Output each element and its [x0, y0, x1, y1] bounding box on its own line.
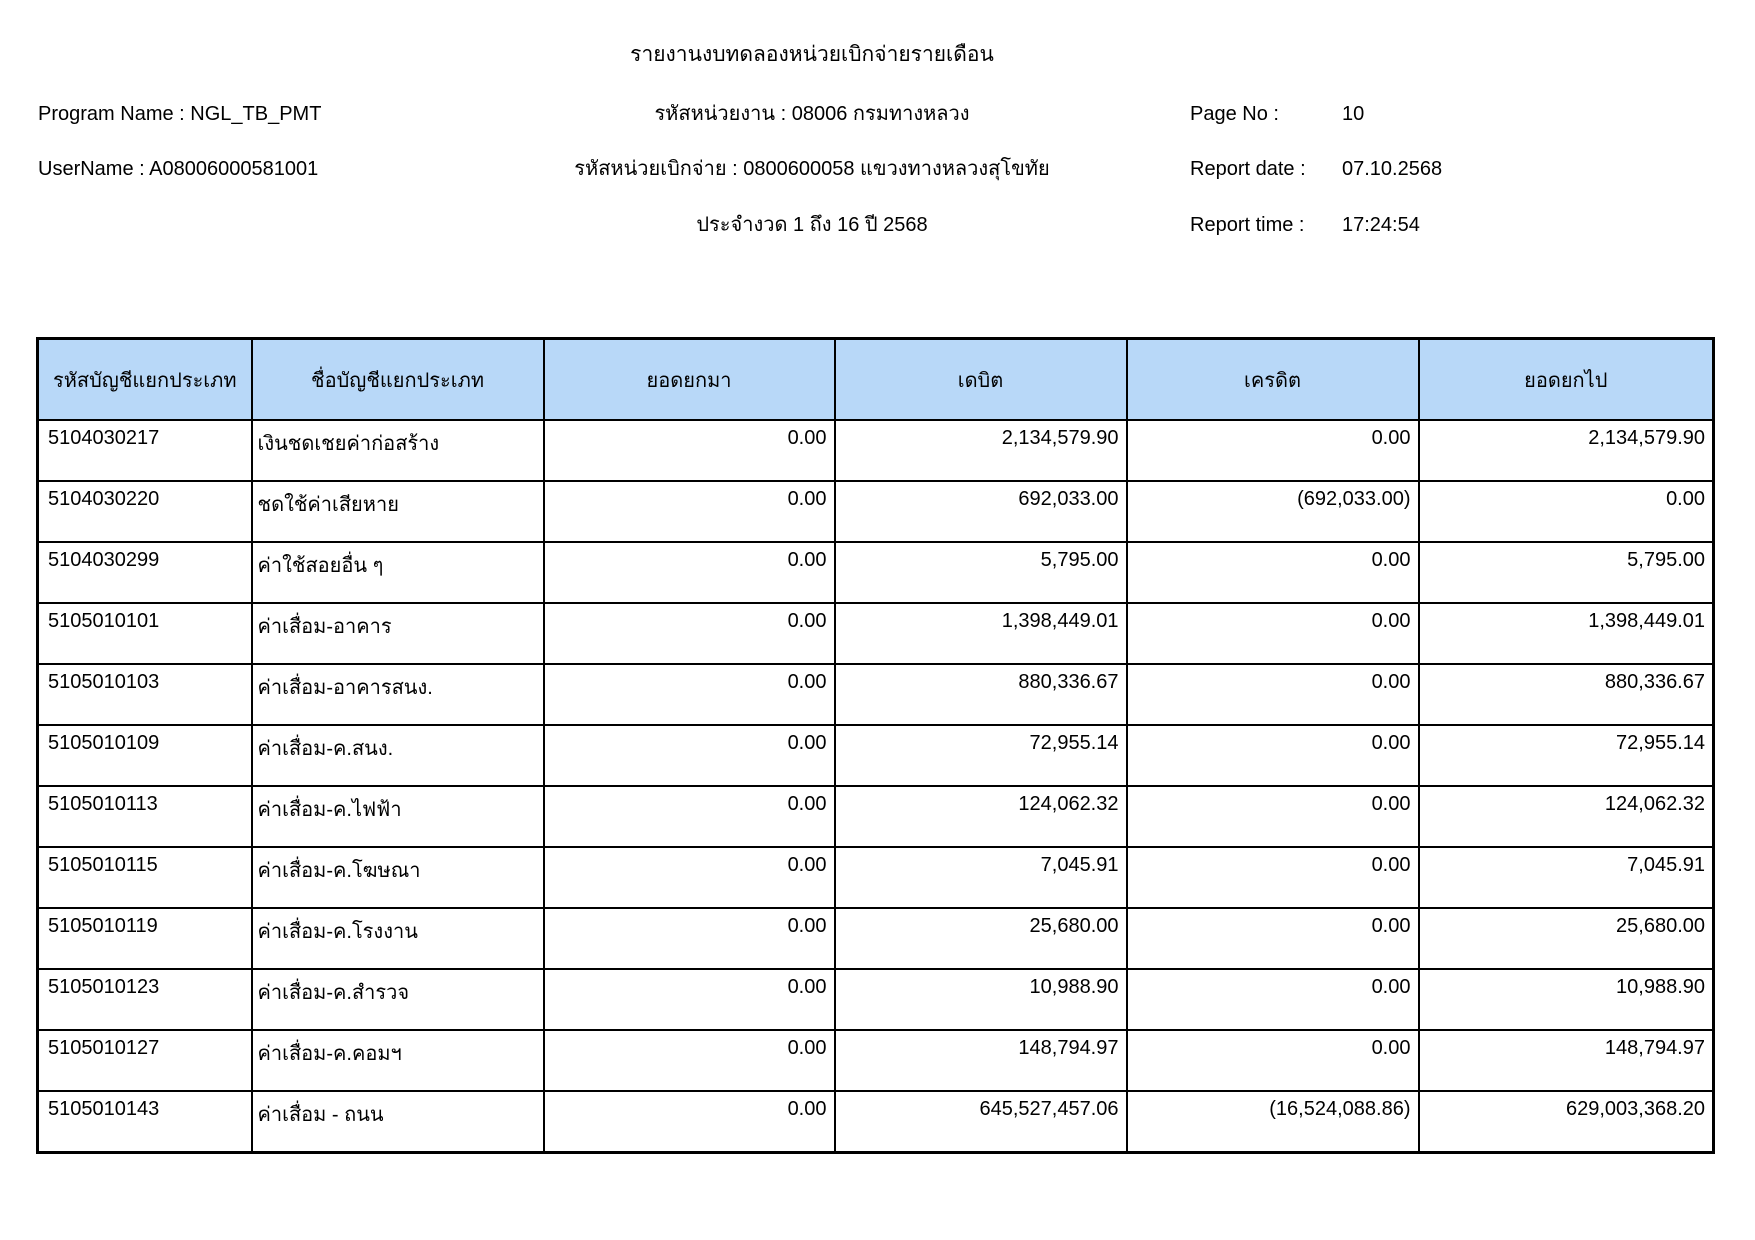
account-code-cell: 5105010119: [38, 908, 252, 969]
report-date-value: 07.10.2568: [1342, 158, 1443, 180]
debit-cell: 5,795.00: [835, 542, 1127, 603]
account-name-cell: ชดใช้ค่าเสียหาย: [252, 481, 544, 542]
credit-cell: 0.00: [1127, 786, 1419, 847]
report-title: รายงานงบทดลองหน่วยเบิกจ่ายรายเดือน: [630, 43, 994, 66]
account-code-cell: 5105010115: [38, 847, 252, 908]
column-header-account-name: ชื่อบัญชีแยกประเภท: [252, 339, 544, 421]
balance-carried-forward-cell: 148,794.97: [1419, 1030, 1714, 1091]
page-no-value: 10: [1342, 103, 1365, 125]
credit-cell: 0.00: [1127, 969, 1419, 1030]
balance-carried-forward-cell: 10,988.90: [1419, 969, 1714, 1030]
table-row: [38, 542, 1714, 603]
balance-brought-forward-cell: 0.00: [544, 908, 835, 969]
account-name-cell: ค่าเสื่อม-ค.สำรวจ: [252, 969, 544, 1030]
account-code-cell: 5104030220: [38, 481, 252, 542]
table-row: [38, 908, 1714, 969]
trial-balance-table: [36, 337, 1715, 1154]
credit-cell: 0.00: [1127, 664, 1419, 725]
account-code-cell: 5105010101: [38, 603, 252, 664]
table-row: [38, 664, 1714, 725]
column-header-credit: เครดิต: [1127, 339, 1419, 421]
credit-cell: 0.00: [1127, 725, 1419, 786]
credit-cell: 0.00: [1127, 847, 1419, 908]
balance-carried-forward-cell: 880,336.67: [1419, 664, 1714, 725]
balance-brought-forward-cell: 0.00: [544, 420, 835, 481]
table-header-row: [38, 339, 1714, 421]
credit-cell: (16,524,088.86): [1127, 1091, 1419, 1152]
table-row: [38, 481, 1714, 542]
balance-carried-forward-cell: 5,795.00: [1419, 542, 1714, 603]
debit-cell: 1,398,449.01: [835, 603, 1127, 664]
balance-brought-forward-cell: 0.00: [544, 725, 835, 786]
user-name-line: UserName : A08006000581001: [38, 158, 319, 180]
table-row: [38, 847, 1714, 908]
column-header-account-code: รหัสบัญชีแยกประเภท: [38, 339, 252, 421]
account-code-cell: 5105010113: [38, 786, 252, 847]
account-name-cell: ค่าเสื่อม-อาคาร: [252, 603, 544, 664]
debit-cell: 148,794.97: [835, 1030, 1127, 1091]
debit-cell: 124,062.32: [835, 786, 1127, 847]
credit-cell: (692,033.00): [1127, 481, 1419, 542]
balance-brought-forward-cell: 0.00: [544, 1091, 835, 1152]
table-row: [38, 969, 1714, 1030]
page-no-label: Page No :: [1190, 103, 1279, 125]
account-code-cell: 5105010123: [38, 969, 252, 1030]
debit-cell: 2,134,579.90: [835, 420, 1127, 481]
disbursement-unit-code-line: รหัสหน่วยเบิกจ่าย : 0800600058 แขวงทางหลวงสุโขทัย: [574, 158, 1050, 180]
balance-carried-forward-cell: 1,398,449.01: [1419, 603, 1714, 664]
account-code-cell: 5105010143: [38, 1091, 252, 1152]
account-code-cell: 5105010103: [38, 664, 252, 725]
table-row: [38, 786, 1714, 847]
credit-cell: 0.00: [1127, 603, 1419, 664]
report-time-value: 17:24:54: [1342, 214, 1420, 236]
balance-carried-forward-cell: 7,045.91: [1419, 847, 1714, 908]
balance-carried-forward-cell: 0.00: [1419, 481, 1714, 542]
account-name-cell: ค่าใช้สอยอื่น ๆ: [252, 542, 544, 603]
period-line: ประจำงวด 1 ถึง 16 ปี 2568: [696, 214, 928, 236]
table-row: [38, 1030, 1714, 1091]
report-date-label: Report date :: [1190, 158, 1306, 180]
balance-carried-forward-cell: 2,134,579.90: [1419, 420, 1714, 481]
debit-cell: 880,336.67: [835, 664, 1127, 725]
column-header-balance-brought-forward: ยอดยกมา: [544, 339, 835, 421]
account-name-cell: ค่าเสื่อม-ค.คอมฯ: [252, 1030, 544, 1091]
account-name-cell: เงินชดเชยค่าก่อสร้าง: [252, 420, 544, 481]
balance-brought-forward-cell: 0.00: [544, 664, 835, 725]
balance-carried-forward-cell: 124,062.32: [1419, 786, 1714, 847]
balance-brought-forward-cell: 0.00: [544, 542, 835, 603]
balance-brought-forward-cell: 0.00: [544, 481, 835, 542]
agency-code-line: รหัสหน่วยงาน : 08006 กรมทางหลวง: [654, 103, 970, 125]
account-code-cell: 5104030217: [38, 420, 252, 481]
account-code-cell: 5105010109: [38, 725, 252, 786]
credit-cell: 0.00: [1127, 1030, 1419, 1091]
account-name-cell: ค่าเสื่อม-อาคารสนง.: [252, 664, 544, 725]
account-code-cell: 5105010127: [38, 1030, 252, 1091]
account-name-cell: ค่าเสื่อม-ค.สนง.: [252, 725, 544, 786]
debit-cell: 72,955.14: [835, 725, 1127, 786]
balance-carried-forward-cell: 72,955.14: [1419, 725, 1714, 786]
account-code-cell: 5104030299: [38, 542, 252, 603]
column-header-debit: เดบิต: [835, 339, 1127, 421]
balance-brought-forward-cell: 0.00: [544, 786, 835, 847]
table-row: [38, 1091, 1714, 1152]
report-time-label: Report time :: [1190, 214, 1305, 236]
debit-cell: 645,527,457.06: [835, 1091, 1127, 1152]
account-name-cell: ค่าเสื่อม-ค.โฆษณา: [252, 847, 544, 908]
credit-cell: 0.00: [1127, 420, 1419, 481]
balance-carried-forward-cell: 25,680.00: [1419, 908, 1714, 969]
debit-cell: 25,680.00: [835, 908, 1127, 969]
credit-cell: 0.00: [1127, 542, 1419, 603]
balance-brought-forward-cell: 0.00: [544, 603, 835, 664]
balance-brought-forward-cell: 0.00: [544, 847, 835, 908]
debit-cell: 10,988.90: [835, 969, 1127, 1030]
debit-cell: 7,045.91: [835, 847, 1127, 908]
column-header-balance-carried-forward: ยอดยกไป: [1419, 339, 1714, 421]
debit-cell: 692,033.00: [835, 481, 1127, 542]
table-row: [38, 725, 1714, 786]
account-name-cell: ค่าเสื่อม-ค.ไฟฟ้า: [252, 786, 544, 847]
table-row: [38, 420, 1714, 481]
credit-cell: 0.00: [1127, 908, 1419, 969]
balance-brought-forward-cell: 0.00: [544, 1030, 835, 1091]
table-row: [38, 603, 1714, 664]
program-name-line: Program Name : NGL_TB_PMT: [38, 103, 322, 125]
account-name-cell: ค่าเสื่อม - ถนน: [252, 1091, 544, 1152]
account-name-cell: ค่าเสื่อม-ค.โรงงาน: [252, 908, 544, 969]
balance-brought-forward-cell: 0.00: [544, 969, 835, 1030]
balance-carried-forward-cell: 629,003,368.20: [1419, 1091, 1714, 1152]
